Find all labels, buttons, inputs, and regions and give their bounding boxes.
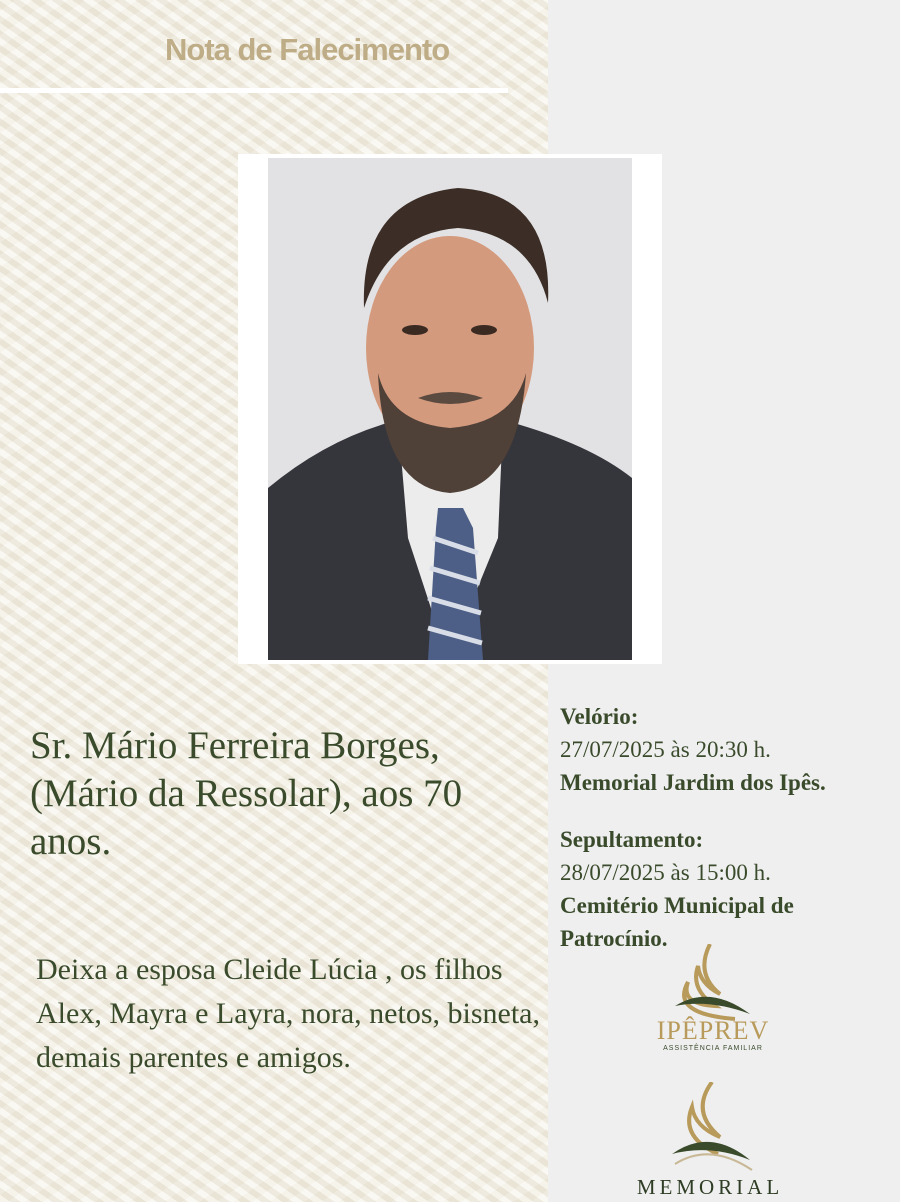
ipeprev-subtitle: ASSISTÊNCIA FAMILIAR <box>663 1045 763 1052</box>
portrait-photo <box>268 158 632 660</box>
wake-datetime: 27/07/2025 às 20:30 h. <box>560 737 771 762</box>
memorial-logo-mark-icon <box>650 1082 770 1177</box>
burial-label: Sepultamento: <box>560 827 704 852</box>
family-message: Deixa a esposa Cleide Lúcia , os filhos Alex, Mayra e Layra, nora, netos, bisneta, demais parentes e amigos. <box>36 953 540 1074</box>
wake-label: Velório: <box>560 704 639 729</box>
wake-place: Memorial Jardim dos Ipês. <box>560 770 826 795</box>
ceremony-info <box>560 700 900 955</box>
header-divider <box>0 88 508 93</box>
deceased-name: Sr. Mário Ferreira Borges, (Mário da Ressolar), aos 70 anos. <box>30 724 463 863</box>
page-title: Nota de Falecimento <box>165 32 450 67</box>
ipeprev-name: IPÊPREV <box>656 1016 770 1045</box>
portrait-frame <box>238 154 662 664</box>
burial-place: Cemitério Municipal de Patrocínio. <box>560 893 794 951</box>
memorial-name: MEMORIAL <box>636 1175 784 1199</box>
burial-datetime: 28/07/2025 às 15:00 h. <box>560 860 771 885</box>
